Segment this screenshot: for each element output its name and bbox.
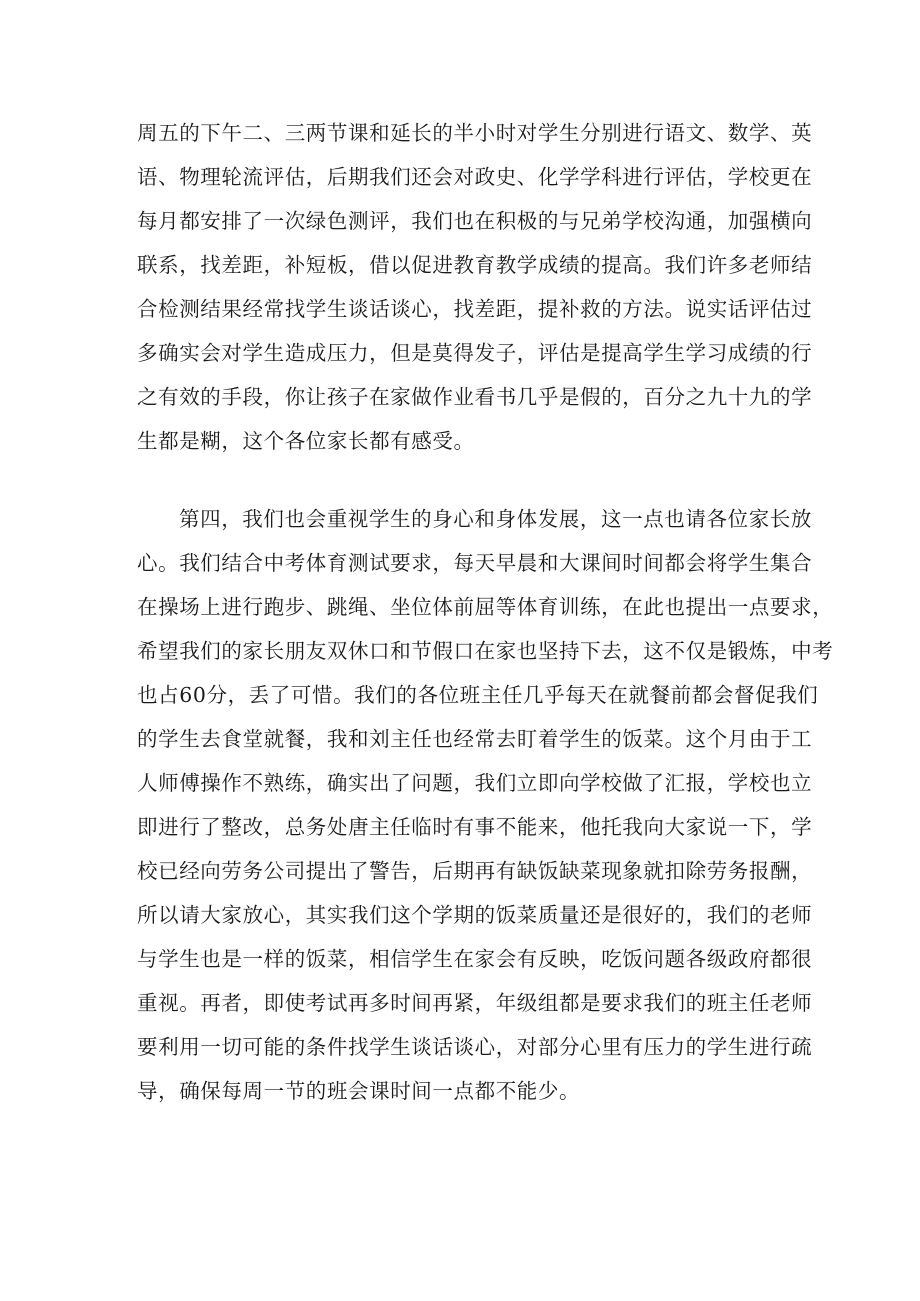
paragraph-line: 与学生也是一样的饭菜，相信学生在家会有反映，吃饭问题各级政府都很 <box>137 947 813 971</box>
paragraph-line: 重视。再者，即使考试再多时间再紧，年级组都是要求我们的班主任老师 <box>137 991 813 1015</box>
paragraph-line: 多确实会对学生造成压力，但是莫得发子，评估是提高学生学习成绩的行 <box>137 341 813 365</box>
paragraph-line: 之有效的手段，你让孩子在家做作业看书几乎是假的，百分之九十九的学 <box>137 385 813 409</box>
paragraph-line: 生都是糊，这个各位家长都有感受。 <box>137 429 475 453</box>
paragraph-line: 合检测结果经常找学生谈话谈心，找差距，提补救的方法。说实话评估过 <box>137 297 813 321</box>
paragraph-line: 联系，找差距，补短板，借以促进教育教学成绩的提高。我们许多老师结 <box>137 253 813 277</box>
paragraph-line: 校已经向劳务公司提出了警告，后期再有缺饭缺菜现象就扣除劳务报酬， <box>137 859 813 883</box>
paragraph-line: 周五的下午二、三两节课和延长的半小时对学生分别进行语文、数学、英 <box>137 121 813 145</box>
paragraph-line: 人师傅操作不熟练，确实出了问题，我们立即向学校做了汇报，学校也立 <box>137 771 813 795</box>
paragraph-line: 希望我们的家长朋友双休口和节假口在家也坚持下去，这不仅是锻炼，中考 <box>137 639 834 663</box>
paragraph-line: 每月都安排了一次绿色测评，我们也在积极的与兄弟学校沟通，加强横向 <box>137 209 813 233</box>
paragraph-line: 导，确保每周一节的班会课时间一点都不能少。 <box>137 1079 581 1103</box>
paragraph-1 <box>137 111 813 463</box>
paragraph-line: 要利用一切可能的条件找学生谈话谈心，对部分心里有压力的学生进行疏 <box>137 1035 813 1059</box>
paragraph-line: 的学生去食堂就餐，我和刘主任也经常去盯着学生的饭菜。这个月由于工 <box>137 727 813 751</box>
paragraph-line: 即进行了整改，总务处唐主任临时有事不能来，他托我向大家说一下，学 <box>137 815 813 839</box>
paragraph-line: 第四，我们也会重视学生的身心和身体发展，这一点也请各位家长放 <box>179 507 812 531</box>
paragraph-line: 也占60分，丢了可惜。我们的各位班主任几乎每天在就餐前都会督促我们 <box>137 683 819 707</box>
paragraph-line: 语、物理轮流评估，后期我们还会对政史、化学学科进行评估，学校更在 <box>137 165 813 189</box>
paragraph-line: 在操场上进行跑步、跳绳、坐位体前屈等体育训练，在此也提出一点要求， <box>137 595 834 619</box>
paragraph-line: 所以请大家放心，其实我们这个学期的饭菜质量还是很好的，我们的老师 <box>137 903 813 927</box>
paragraph-line: 心。我们结合中考体育测试要求，每天早晨和大课间时间都会将学生集合 <box>137 551 813 575</box>
paragraph-2 <box>137 497 834 1113</box>
